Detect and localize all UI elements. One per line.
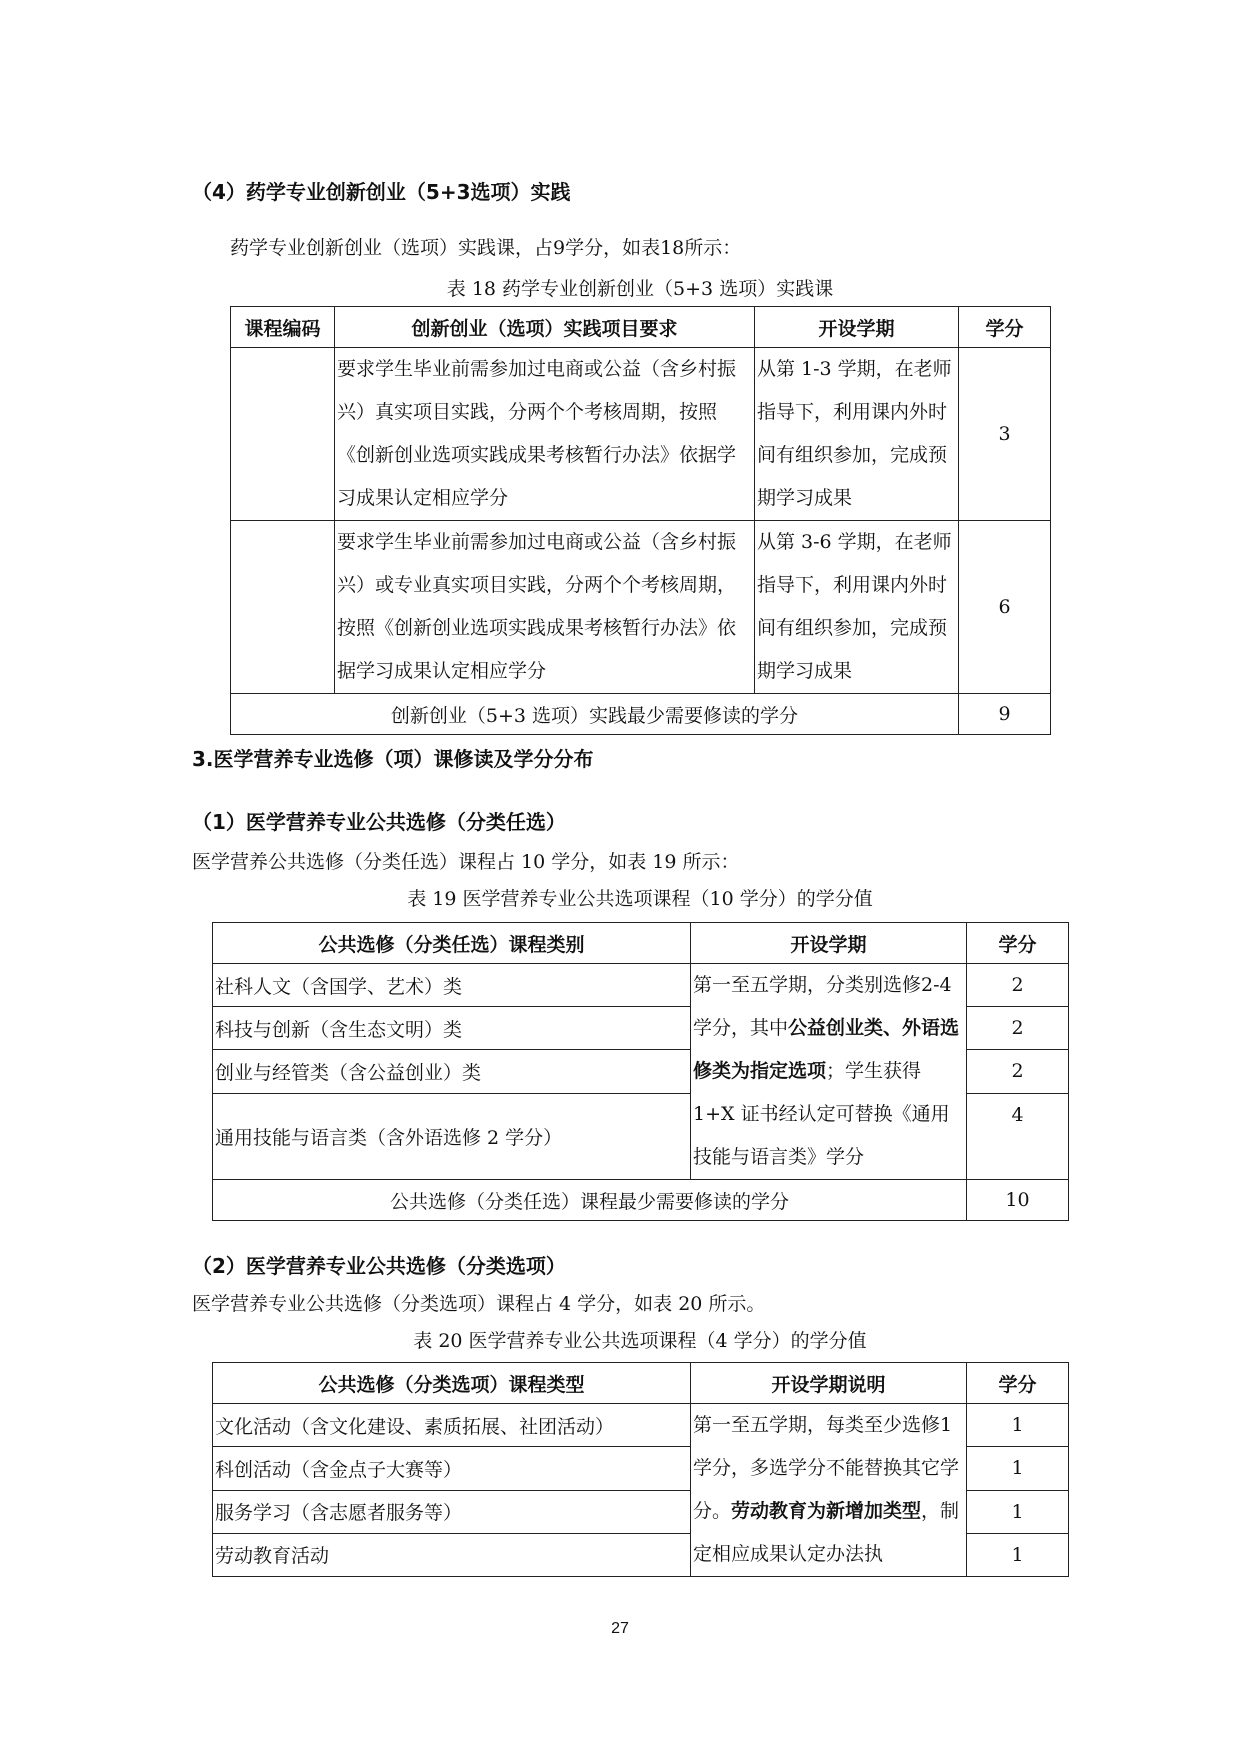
table-total-row	[213, 1180, 1069, 1221]
credit-cell: 3	[959, 348, 1051, 521]
category-cell: 创业与经管类（含公益创业）类	[213, 1050, 691, 1093]
subsection-intro-1: 医学营养公共选修（分类任选）课程占 10 学分，如表 19 所示：	[192, 851, 740, 873]
requirement-cell: 要求学生毕业前需参加过电商或公益（含乡村振兴）真实项目实践，分两个个考核周期，按照《创新创业选项实践成果考核暂行办法》依据学习成果认定相应学分	[335, 348, 755, 521]
credit-cell: 4	[967, 1093, 1069, 1179]
credit-cell: 1	[967, 1447, 1069, 1490]
table-20-caption: 表 20 医学营养专业公共选项课程（4 学分）的学分值	[413, 1330, 867, 1352]
term-cell: 从第 1-3 学期，在老师指导下，利用课内外时间有组织参加，完成预期学习成果	[755, 348, 959, 521]
total-value-cell: 10	[967, 1180, 1069, 1221]
requirement-cell: 要求学生毕业前需参加过电商或公益（含乡村振兴）或专业真实项目实践，分两个个考核周期，按照《创新创业选项实践成果考核暂行办法》依据学习成果认定相应学分	[335, 521, 755, 694]
category-cell: 社科人文（含国学、艺术）类	[213, 964, 691, 1007]
table-18-caption: 表 18 药学专业创新创业（5+3 选项）实践课	[446, 278, 834, 300]
total-label-cell: 公共选修（分类任选）课程最少需要修读的学分	[213, 1180, 967, 1221]
table-header-row	[213, 1363, 1069, 1404]
table-header-cell: 学分	[967, 1363, 1069, 1404]
course-code-cell	[231, 348, 335, 521]
table-18	[230, 306, 1051, 735]
table-header-cell: 开设学期说明	[691, 1363, 967, 1404]
category-cell: 通用技能与语言类（含外语选修 2 学分）	[213, 1093, 691, 1179]
term-text: 第一至五学期，每类至少选修1 学分，多选学分不能替换其它学分。	[693, 1414, 960, 1522]
table-row	[213, 964, 1069, 1007]
table-19	[212, 922, 1069, 1221]
term-text-emphasis: 公益创业类、外语选修类为指定选项	[693, 1017, 960, 1082]
credit-cell: 6	[959, 521, 1051, 694]
table-total-row	[231, 694, 1051, 735]
total-label-cell: 创新创业（5+3 选项）实践最少需要修读的学分	[231, 694, 959, 735]
table-header-cell: 课程编码	[231, 307, 335, 348]
course-code-cell	[231, 521, 335, 694]
table-header-cell: 公共选修（分类选项）课程类型	[213, 1363, 691, 1404]
table-header-row	[213, 923, 1069, 964]
table-header-cell: 学分	[959, 307, 1051, 348]
table-row	[213, 1404, 1069, 1447]
page-number: 27	[611, 1620, 629, 1637]
table-19-caption: 表 19 医学营养专业公共选项课程（10 学分）的学分值	[407, 888, 873, 910]
table-header-cell: 创新创业（选项）实践项目要求	[335, 307, 755, 348]
table-row	[231, 521, 1051, 694]
category-cell: 文化活动（含文化建设、素质拓展、社团活动）	[213, 1404, 691, 1447]
table-header-cell: 学分	[967, 923, 1069, 964]
term-text: ；学生获得 1+X 证书经认定可替换《通用技能与语言类》学分	[693, 1060, 950, 1168]
subsection-heading-2: （2）医学营养专业公共选修（分类选项）	[192, 1254, 566, 1278]
category-cell: 科创活动（含金点子大赛等）	[213, 1447, 691, 1490]
table-row	[231, 348, 1051, 521]
credit-cell: 1	[967, 1533, 1069, 1576]
section-intro-4: 药学专业创新创业（选项）实践课，占9学分，如表18所示：	[230, 237, 742, 259]
table-header-row	[231, 307, 1051, 348]
subsection-heading-1: （1）医学营养专业公共选修（分类任选）	[192, 810, 566, 834]
section-heading-4: （4）药学专业创新创业（5+3选项）实践	[192, 180, 571, 204]
table-header-cell: 公共选修（分类任选）课程类别	[213, 923, 691, 964]
credit-cell: 2	[967, 964, 1069, 1007]
subsection-intro-2: 医学营养专业公共选修（分类选项）课程占 4 学分，如表 20 所示。	[192, 1293, 766, 1315]
total-value-cell: 9	[959, 694, 1051, 735]
section-heading-3: 3.医学营养专业选修（项）课修读及学分分布	[192, 747, 594, 771]
term-text: ，制定相应成果认定办法执	[693, 1500, 960, 1565]
category-cell: 科技与创新（含生态文明）类	[213, 1007, 691, 1050]
credit-cell: 2	[967, 1050, 1069, 1093]
credit-cell: 1	[967, 1404, 1069, 1447]
term-cell: 从第 3-6 学期，在老师指导下，利用课内外时间有组织参加，完成预期学习成果	[755, 521, 959, 694]
category-cell: 服务学习（含志愿者服务等）	[213, 1490, 691, 1533]
table-header-cell: 开设学期	[755, 307, 959, 348]
table-20	[212, 1362, 1069, 1577]
term-cell	[691, 1404, 967, 1577]
term-text: 第一至五学期，分类别选修2-4 学分，其中	[693, 974, 952, 1039]
credit-cell: 1	[967, 1490, 1069, 1533]
table-header-cell: 开设学期	[691, 923, 967, 964]
credit-cell: 2	[967, 1007, 1069, 1050]
category-cell: 劳动教育活动	[213, 1533, 691, 1576]
term-text-emphasis: 劳动教育为新增加类型	[731, 1500, 922, 1522]
term-cell	[691, 964, 967, 1180]
